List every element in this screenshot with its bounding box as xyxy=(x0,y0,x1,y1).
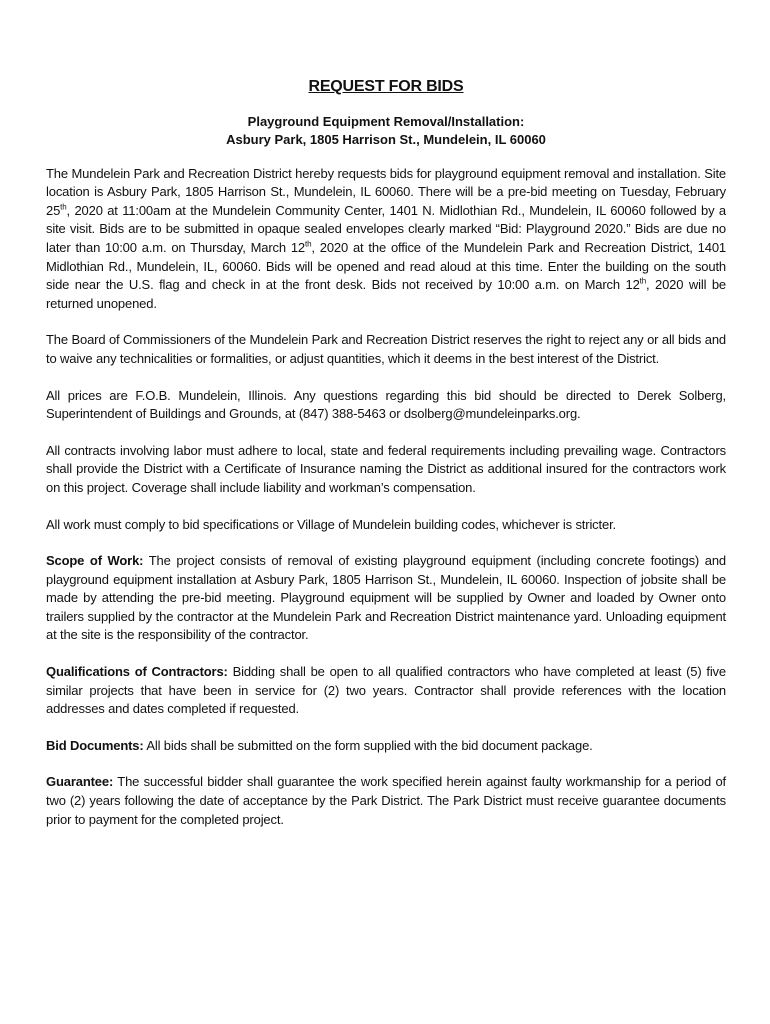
subtitle-line-project: Playground Equipment Removal/Installation: xyxy=(247,113,525,129)
guarantee-text: The successful bidder shall guarantee the work specified herein against faulty workmanship for a period of two (2) years following the date of acceptance by the Park District. The Park District must receive guarantee documents prior to payment for the completed project. xyxy=(46,774,726,827)
bid-request-text-b: , 2020 at 11:00am at the Mundelein Community Center, 1401 N. Midlothian Rd., Mundelein, IL 60060 followed by a site visit. Bids are to be submitted in opaque sealed envelopes clearly marked “Bid: Playground 2020.” Bids are due no later than 10:00 a.m. on Thursday, March 12 xyxy=(46,202,726,255)
bid-documents-text: All bids shall be submitted on the form supplied with the bid document package. xyxy=(143,737,593,753)
qualifications-label: Qualifications of Contractors: xyxy=(46,664,228,680)
bid-documents-label: Bid Documents: xyxy=(46,737,144,753)
scope-of-work-text: The project consists of removal of existing playground equipment (including concrete footings) and playground equipment installation at Asbury Park, 1805 Harrison St., Mundelein, IL 60060. Inspection of jobsite shall be made by attending the pre-bid meeting. Playground equipment will be supplied by Owner and loaded by Owner onto trailers supplied by the contractor at the Mundelein Park and Recreation District maintenance yard. Unloading equipment at the site is the responsibility of the contractor. xyxy=(46,553,726,643)
paragraph-bid-request xyxy=(46,165,726,314)
document-title: REQUEST FOR BIDS xyxy=(308,78,464,95)
bid-request-sup-1: th xyxy=(60,202,67,212)
bid-request-sup-2: th xyxy=(305,239,312,249)
paragraph-board-rights: The Board of Commissioners of the Mundelein Park and Recreation District reserves the right to reject any or all bids and to waive any technicalities or formalities, or adjust quantities, which it deems in the best interest of the District. xyxy=(46,332,726,366)
paragraph-labor-insurance: All contracts involving labor must adhere to local, state and federal requirements including prevailing wage. Contractors shall provide the District with a Certificate of Insurance naming the District as additional insured for the contractors work on this project. Coverage shall include liability and workman’s compensation. xyxy=(46,442,726,495)
bid-request-text-a: The Mundelein Park and Recreation District hereby requests bids for playground equipment removal and installation. Site location is Asbury Park, 1805 Harrison St., Mundelein, IL 60060. There will be a pre-bid meeting on Tuesday, February 25 xyxy=(46,165,726,218)
bid-request-text-d: , 2020 will be returned unopened. xyxy=(46,277,726,311)
paragraph-prices-contact: All prices are F.O.B. Mundelein, Illinois. Any questions regarding this bid should be directed to Derek Solberg, Superintendent of Buildings and Grounds, at (847) 388-5463 or dsolberg@mundeleinparks.org. xyxy=(46,387,726,422)
paragraph-scope-of-work xyxy=(46,552,726,645)
qualifications-text: Bidding shall be open to all qualified contractors who have completed at least (5) five similar projects that have been in service for (2) two years. Contractor shall provide references with the location addresses and dates completed if requested. xyxy=(46,664,726,717)
document-page xyxy=(46,78,726,847)
guarantee-label: Guarantee: xyxy=(46,774,114,790)
paragraph-guarantee xyxy=(46,773,726,829)
bid-request-sup-3: th xyxy=(639,276,647,286)
scope-of-work-label: Scope of Work: xyxy=(46,553,144,569)
subtitle-line-location: Asbury Park, 1805 Harrison St., Mundelein, IL 60060 xyxy=(226,131,546,147)
paragraph-building-codes: All work must comply to bid specifications or Village of Mundelein building codes, whichever is stricter. xyxy=(46,516,616,532)
paragraph-bid-documents xyxy=(46,737,726,756)
bid-request-text-c: , 2020 at the office of the Mundelein Park and Recreation District, 1401 Midlothian Rd., Mundelein, IL, 60060. Bids will be opened and read aloud at this time. Enter the building on the south side near the U.S. flag and check in at the front desk. Bids not received by 10:00 a.m. on March 12 xyxy=(46,239,726,293)
paragraph-qualifications xyxy=(46,663,726,719)
document-subtitle xyxy=(46,113,726,149)
